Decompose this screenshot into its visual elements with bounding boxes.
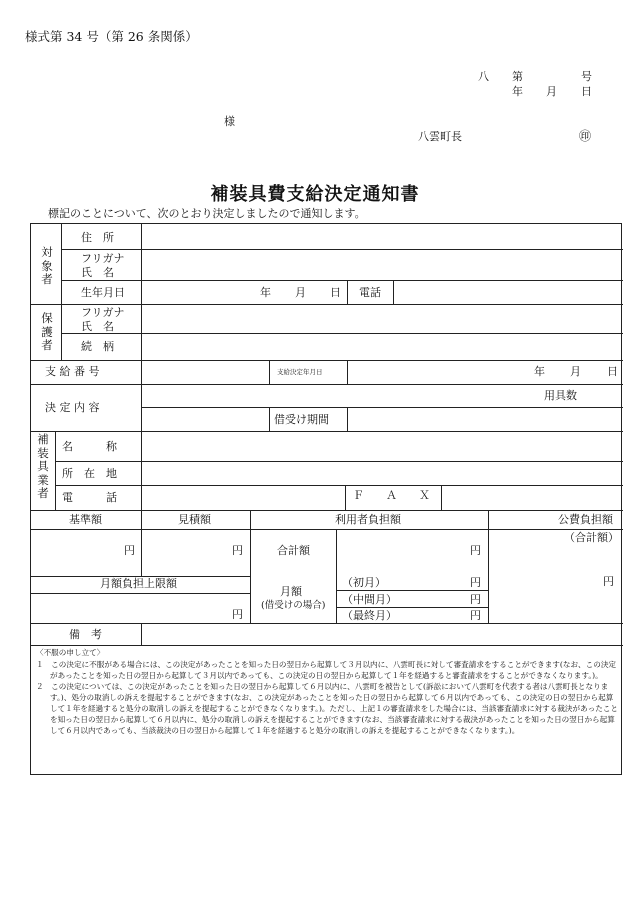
public-burden-label: 公費負担額	[558, 513, 613, 526]
monthly-limit-label: 月額負担上限額	[100, 577, 177, 590]
standard-yen-unit: 円	[124, 544, 135, 557]
document-title: 補装具費支給決定通知書	[210, 184, 420, 205]
issuer-mayor: 八雲町長	[418, 130, 462, 143]
target-birthdate-label: 生年月日	[81, 286, 125, 299]
issue-month: 月	[546, 85, 557, 98]
lease-case-note: (借受けの場合)	[261, 600, 326, 611]
objection-notes	[36, 647, 618, 736]
guardian-furigana-label: フリガナ	[81, 306, 125, 319]
standard-amount-label: 基準額	[69, 513, 102, 526]
decision-date-label: 支給決定年月日	[277, 368, 323, 376]
birth-month-label: 月	[295, 286, 306, 299]
quantity-label: 用具数	[544, 389, 577, 402]
last-month-yen-unit: 円	[470, 609, 481, 622]
guardian-name-label: 氏 名	[81, 320, 114, 333]
payment-number-label: 支 給 番 号	[45, 365, 100, 378]
issue-day: 日	[581, 85, 592, 98]
target-person-label: 対象者	[41, 245, 53, 286]
issue-char-dai: 第	[512, 70, 523, 83]
public-total-label: （合計額）	[564, 531, 619, 544]
target-name-label: 氏 名	[81, 266, 114, 279]
decision-month-label: 月	[570, 365, 581, 378]
decision-day-label: 日	[607, 365, 618, 378]
first-month-yen-unit: 円	[470, 576, 481, 589]
total-yen-unit: 円	[470, 544, 481, 557]
lease-period-label: 借受け期間	[274, 413, 329, 426]
estimate-yen-unit: 円	[232, 544, 243, 557]
middle-month-label: （中間月）	[342, 593, 397, 606]
total-amount-label: 合計額	[277, 544, 310, 557]
target-address-label: 住 所	[81, 231, 114, 244]
objection-item-1: １ この決定に不服がある場合には、この決定があったことを知った日の翌日から起算して３月以内に、八雲町長に対して審査請求をすることができます(なお、この決定があったことを知った日の翌日から起算して３月以内であっても、この決定の日の翌日から起算して１年を経過すると審査請求をすることができなくなります。)。	[36, 660, 617, 680]
recipient-honorific: 様	[224, 115, 235, 128]
target-furigana-label: フリガナ	[81, 252, 125, 265]
seal-icon: ㊞	[579, 129, 592, 143]
objection-heading: 〈不服の申し立て〉	[36, 648, 105, 657]
vendor-name-label: 名 称	[62, 440, 117, 453]
first-month-label: （初月）	[342, 576, 386, 589]
monthly-limit-yen-unit: 円	[232, 608, 243, 621]
estimate-amount-label: 見積額	[178, 513, 211, 526]
guardian-label: 保護者	[41, 311, 53, 352]
form-number: 様式第 34 号（第 26 条関係）	[25, 29, 198, 44]
issue-char-ya: 八	[478, 70, 489, 83]
objection-item-2: ２ この決定については、この決定があったことを知った日の翌日から起算して６月以内に、八雲町を被告として(訴訟において八雲町を代表する者は八雲町長となります。)、処分の取消しの訴えを提起することができます(なお、この決定があったことを知った日の翌日から起算して６月以内であっても、この決定の日の翌日から起算して１年を経過すると処分の取消しの訴えを提起することができなくなります。)。ただし、上記１の審査請求をした場合には、当該審査請求に対する裁決があったことを知った日の翌日から起算して６月以内に、処分の取消しの訴えを提起することができます(なお、当該審査請求に対する裁決があったことを知った日の翌日から起算して６月以内であっても、当該裁決の日の翌日から起算して１年を経過すると処分の取消しの訴えを提起することができなくなります。)。	[36, 682, 619, 735]
decision-content-label: 決 定 内 容	[45, 401, 100, 414]
intro-text: 標記のことについて、次のとおり決定しましたので通知します。	[48, 207, 366, 220]
issue-year: 年	[512, 85, 523, 98]
vendor-label: 補装具業者	[37, 432, 49, 500]
decision-year-label: 年	[534, 365, 545, 378]
middle-month-yen-unit: 円	[470, 593, 481, 606]
vendor-phone-label: 電 話	[62, 491, 117, 504]
remarks-label: 備 考	[69, 628, 102, 641]
public-yen-unit: 円	[603, 575, 614, 588]
birth-day-label: 日	[330, 286, 341, 299]
last-month-label: （最終月）	[342, 609, 397, 622]
monthly-amount-label: 月額	[280, 585, 302, 598]
target-phone-label: 電話	[359, 286, 381, 299]
user-burden-label: 利用者負担額	[335, 513, 401, 526]
vendor-fax-label: Ｆ Ａ Ｘ	[353, 489, 430, 502]
birth-year-label: 年	[260, 286, 271, 299]
vendor-address-label: 所 在 地	[62, 467, 117, 480]
issue-char-go: 号	[581, 70, 592, 83]
guardian-relation-label: 続 柄	[81, 340, 114, 353]
